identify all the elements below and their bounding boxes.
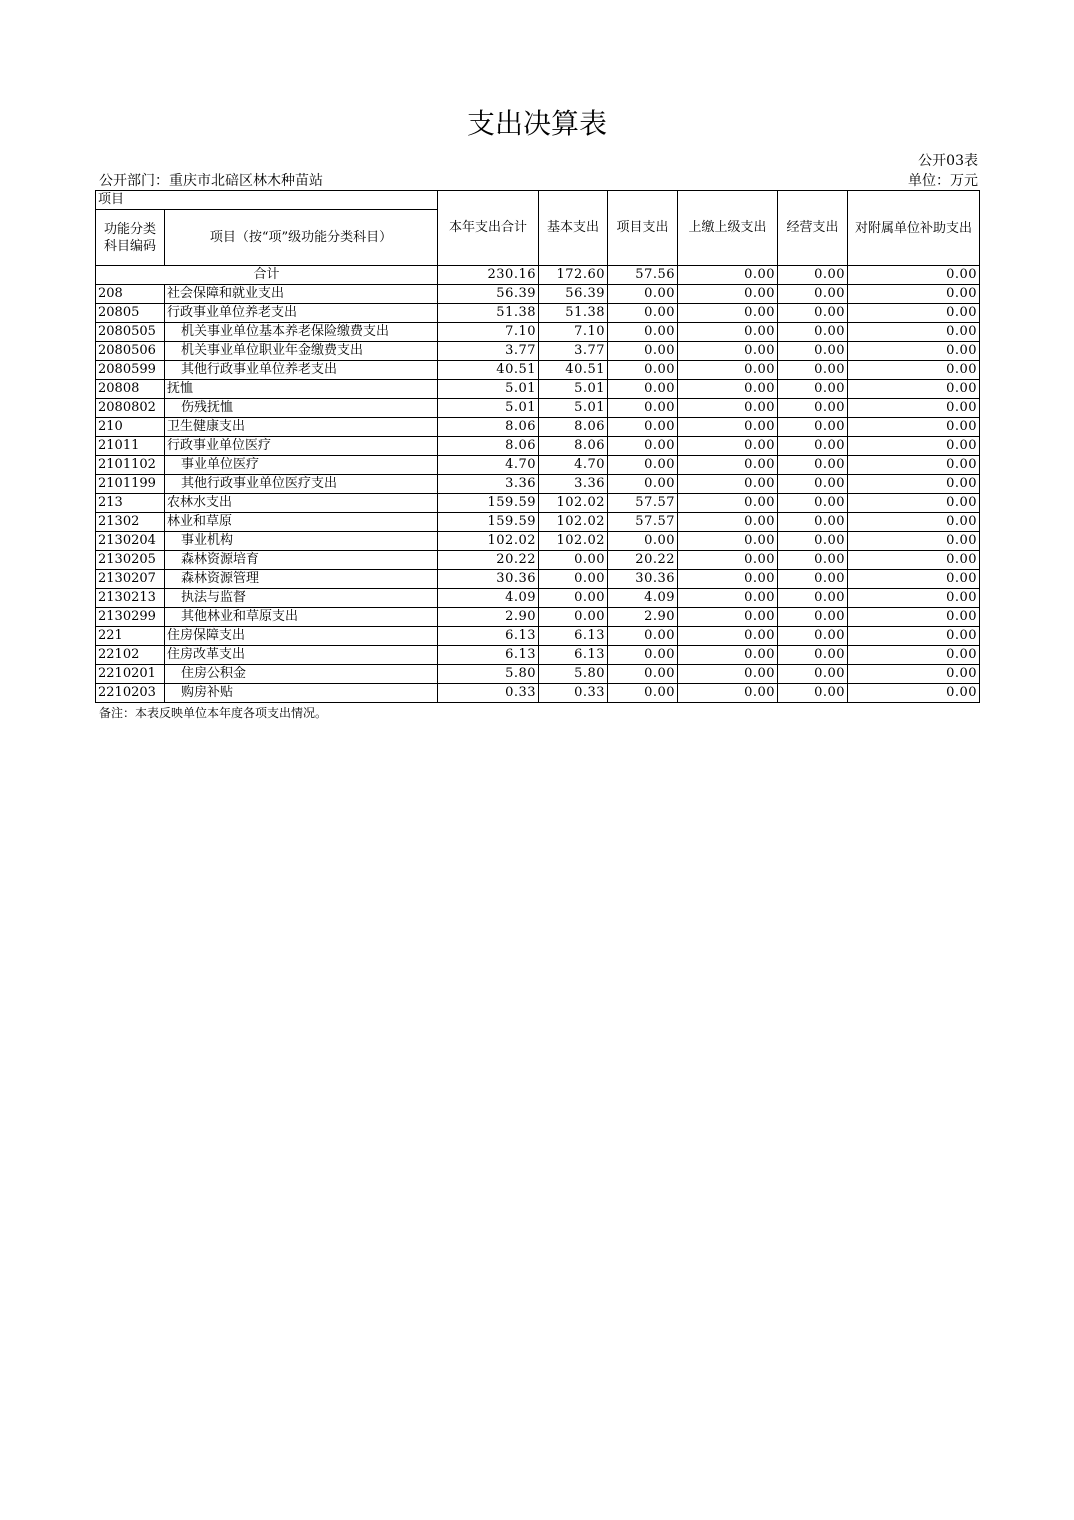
project-exp-cell: 0.00 [608, 684, 678, 703]
total-cell: 2.90 [438, 608, 539, 627]
project-exp-cell: 2.90 [608, 608, 678, 627]
project-exp-cell: 0.00 [608, 456, 678, 475]
project-exp-cell: 0.00 [608, 418, 678, 437]
project-exp-cell: 0.00 [608, 285, 678, 304]
header-subsidy: 对附属单位补助支出 [848, 191, 980, 266]
project-exp-cell: 0.00 [608, 380, 678, 399]
header-code: 功能分类科目编码 [96, 210, 165, 266]
upper-cell: 0.00 [678, 570, 778, 589]
expenditure-table [95, 190, 980, 703]
name-cell: 购房补贴 [165, 684, 438, 703]
total-cell: 0.33 [438, 684, 539, 703]
upper-cell: 0.00 [678, 456, 778, 475]
subsidy-cell: 0.00 [848, 418, 980, 437]
upper-cell: 0.00 [678, 646, 778, 665]
upper-cell: 0.00 [678, 665, 778, 684]
table-row [96, 323, 980, 342]
operating-cell: 0.00 [778, 494, 848, 513]
basic-cell: 0.00 [539, 570, 608, 589]
table-row [96, 285, 980, 304]
upper-cell: 0.00 [678, 532, 778, 551]
code-cell: 2101199 [96, 475, 165, 494]
operating-cell: 0.00 [778, 475, 848, 494]
project-exp-cell: 0.00 [608, 627, 678, 646]
total-cell: 230.16 [438, 266, 539, 285]
upper-cell: 0.00 [678, 361, 778, 380]
table-row [96, 532, 980, 551]
operating-cell: 0.00 [778, 665, 848, 684]
total-row [96, 266, 980, 285]
upper-cell: 0.00 [678, 551, 778, 570]
basic-cell: 6.13 [539, 627, 608, 646]
total-cell: 3.36 [438, 475, 539, 494]
name-cell: 事业机构 [165, 532, 438, 551]
total-cell: 159.59 [438, 513, 539, 532]
code-cell: 2080599 [96, 361, 165, 380]
name-cell: 其他行政事业单位养老支出 [165, 361, 438, 380]
name-cell: 林业和草原 [165, 513, 438, 532]
table-row [96, 380, 980, 399]
basic-cell: 0.00 [539, 551, 608, 570]
total-subsidy-cell: 0.00 [848, 266, 980, 285]
upper-cell: 0.00 [678, 475, 778, 494]
name-cell: 机关事业单位基本养老保险缴费支出 [165, 323, 438, 342]
table-row [96, 589, 980, 608]
upper-cell: 0.00 [678, 418, 778, 437]
project-exp-cell: 0.00 [608, 665, 678, 684]
upper-cell: 0.00 [678, 285, 778, 304]
operating-cell: 0.00 [778, 418, 848, 437]
operating-cell: 0.00 [778, 361, 848, 380]
operating-cell: 0.00 [778, 570, 848, 589]
table-row [96, 475, 980, 494]
page-title: 支出决算表 [466, 107, 607, 140]
basic-cell: 3.36 [539, 475, 608, 494]
subsidy-cell: 0.00 [848, 456, 980, 475]
code-cell: 22102 [96, 646, 165, 665]
total-cell: 4.70 [438, 456, 539, 475]
total-cell: 6.13 [438, 627, 539, 646]
upper-cell: 0.00 [678, 494, 778, 513]
operating-cell: 0.00 [778, 304, 848, 323]
code-cell: 221 [96, 627, 165, 646]
total-cell: 6.13 [438, 646, 539, 665]
subsidy-cell: 0.00 [848, 399, 980, 418]
operating-cell: 0.00 [778, 380, 848, 399]
total-cell: 8.06 [438, 437, 539, 456]
total-cell: 5.80 [438, 665, 539, 684]
header-basic: 基本支出 [539, 191, 608, 266]
table-row [96, 513, 980, 532]
basic-cell: 102.02 [539, 513, 608, 532]
name-cell: 住房保障支出 [165, 627, 438, 646]
basic-cell: 51.38 [539, 304, 608, 323]
header-name: 项目（按“项”级功能分类科目） [165, 210, 438, 266]
total-cell: 4.09 [438, 589, 539, 608]
operating-cell: 0.00 [778, 684, 848, 703]
project-exp-cell: 0.00 [608, 342, 678, 361]
project-exp-cell: 20.22 [608, 551, 678, 570]
operating-cell: 0.00 [778, 646, 848, 665]
subsidy-cell: 0.00 [848, 285, 980, 304]
upper-cell: 0.00 [678, 627, 778, 646]
total-operating-cell: 0.00 [778, 266, 848, 285]
total-cell: 3.77 [438, 342, 539, 361]
subsidy-cell: 0.00 [848, 665, 980, 684]
name-cell: 行政事业单位医疗 [165, 437, 438, 456]
total-cell: 7.10 [438, 323, 539, 342]
basic-cell: 0.33 [539, 684, 608, 703]
header-row-1 [96, 191, 980, 210]
table-row [96, 551, 980, 570]
basic-cell: 7.10 [539, 323, 608, 342]
project-exp-cell: 0.00 [608, 437, 678, 456]
project-exp-cell: 0.00 [608, 304, 678, 323]
upper-cell: 0.00 [678, 380, 778, 399]
code-cell: 20808 [96, 380, 165, 399]
name-cell: 其他林业和草原支出 [165, 608, 438, 627]
code-cell: 2130207 [96, 570, 165, 589]
header-total: 本年支出合计 [438, 191, 539, 266]
name-cell: 森林资源培育 [165, 551, 438, 570]
upper-cell: 0.00 [678, 513, 778, 532]
code-cell: 21302 [96, 513, 165, 532]
operating-cell: 0.00 [778, 285, 848, 304]
name-cell: 住房改革支出 [165, 646, 438, 665]
total-label: 合计 [96, 266, 438, 285]
operating-cell: 0.00 [778, 342, 848, 361]
header-project-expense: 项目支出 [608, 191, 678, 266]
name-cell: 森林资源管理 [165, 570, 438, 589]
operating-cell: 0.00 [778, 399, 848, 418]
table-row [96, 361, 980, 380]
code-cell: 2101102 [96, 456, 165, 475]
code-cell: 2080506 [96, 342, 165, 361]
upper-cell: 0.00 [678, 323, 778, 342]
basic-cell: 102.02 [539, 494, 608, 513]
total-cell: 51.38 [438, 304, 539, 323]
name-cell: 机关事业单位职业年金缴费支出 [165, 342, 438, 361]
table-row [96, 684, 980, 703]
table-row [96, 608, 980, 627]
table-row [96, 304, 980, 323]
operating-cell: 0.00 [778, 551, 848, 570]
basic-cell: 0.00 [539, 589, 608, 608]
code-cell: 2080802 [96, 399, 165, 418]
code-cell: 2210203 [96, 684, 165, 703]
subsidy-cell: 0.00 [848, 684, 980, 703]
code-cell: 2130204 [96, 532, 165, 551]
total-cell: 102.02 [438, 532, 539, 551]
upper-cell: 0.00 [678, 399, 778, 418]
code-cell: 210 [96, 418, 165, 437]
project-exp-cell: 0.00 [608, 399, 678, 418]
total-cell: 30.36 [438, 570, 539, 589]
table-row [96, 494, 980, 513]
upper-cell: 0.00 [678, 304, 778, 323]
subsidy-cell: 0.00 [848, 475, 980, 494]
basic-cell: 5.80 [539, 665, 608, 684]
name-cell: 行政事业单位养老支出 [165, 304, 438, 323]
subsidy-cell: 0.00 [848, 646, 980, 665]
operating-cell: 0.00 [778, 608, 848, 627]
header-operating: 经营支出 [778, 191, 848, 266]
code-cell: 21011 [96, 437, 165, 456]
basic-cell: 5.01 [539, 399, 608, 418]
table-row [96, 342, 980, 361]
basic-cell: 4.70 [539, 456, 608, 475]
name-cell: 社会保障和就业支出 [165, 285, 438, 304]
basic-cell: 56.39 [539, 285, 608, 304]
code-cell: 2130205 [96, 551, 165, 570]
total-cell: 56.39 [438, 285, 539, 304]
basic-cell: 40.51 [539, 361, 608, 380]
basic-cell: 8.06 [539, 418, 608, 437]
subsidy-cell: 0.00 [848, 608, 980, 627]
total-upper-cell: 0.00 [678, 266, 778, 285]
subsidy-cell: 0.00 [848, 437, 980, 456]
total-basic-cell: 172.60 [539, 266, 608, 285]
subsidy-cell: 0.00 [848, 513, 980, 532]
project-exp-cell: 0.00 [608, 646, 678, 665]
upper-cell: 0.00 [678, 437, 778, 456]
name-cell: 抚恤 [165, 380, 438, 399]
total-project-cell: 57.56 [608, 266, 678, 285]
project-exp-cell: 0.00 [608, 323, 678, 342]
project-exp-cell: 57.57 [608, 513, 678, 532]
operating-cell: 0.00 [778, 456, 848, 475]
total-cell: 5.01 [438, 380, 539, 399]
table-row [96, 665, 980, 684]
subsidy-cell: 0.00 [848, 570, 980, 589]
code-cell: 208 [96, 285, 165, 304]
subsidy-cell: 0.00 [848, 342, 980, 361]
table-row [96, 399, 980, 418]
operating-cell: 0.00 [778, 627, 848, 646]
name-cell: 执法与监督 [165, 589, 438, 608]
code-cell: 2080505 [96, 323, 165, 342]
operating-cell: 0.00 [778, 513, 848, 532]
unit-label: 单位：万元 [908, 173, 978, 189]
subsidy-cell: 0.00 [848, 589, 980, 608]
name-cell: 农林水支出 [165, 494, 438, 513]
upper-cell: 0.00 [678, 684, 778, 703]
footnote: 备注：本表反映单位本年度各项支出情况。 [99, 706, 328, 720]
subsidy-cell: 0.00 [848, 304, 980, 323]
basic-cell: 3.77 [539, 342, 608, 361]
basic-cell: 0.00 [539, 608, 608, 627]
operating-cell: 0.00 [778, 437, 848, 456]
total-cell: 40.51 [438, 361, 539, 380]
subsidy-cell: 0.00 [848, 532, 980, 551]
basic-cell: 102.02 [539, 532, 608, 551]
code-cell: 2130299 [96, 608, 165, 627]
name-cell: 事业单位医疗 [165, 456, 438, 475]
header-upper: 上缴上级支出 [678, 191, 778, 266]
subsidy-cell: 0.00 [848, 380, 980, 399]
name-cell: 其他行政事业单位医疗支出 [165, 475, 438, 494]
form-number: 公开03表 [918, 153, 978, 169]
table-row [96, 646, 980, 665]
subsidy-cell: 0.00 [848, 361, 980, 380]
table-row [96, 570, 980, 589]
table-row [96, 456, 980, 475]
basic-cell: 6.13 [539, 646, 608, 665]
upper-cell: 0.00 [678, 589, 778, 608]
operating-cell: 0.00 [778, 532, 848, 551]
subsidy-cell: 0.00 [848, 323, 980, 342]
subsidy-cell: 0.00 [848, 551, 980, 570]
operating-cell: 0.00 [778, 589, 848, 608]
name-cell: 卫生健康支出 [165, 418, 438, 437]
table-row [96, 418, 980, 437]
project-exp-cell: 30.36 [608, 570, 678, 589]
operating-cell: 0.00 [778, 323, 848, 342]
total-cell: 8.06 [438, 418, 539, 437]
code-cell: 213 [96, 494, 165, 513]
code-cell: 2210201 [96, 665, 165, 684]
name-cell: 住房公积金 [165, 665, 438, 684]
total-cell: 159.59 [438, 494, 539, 513]
code-cell: 2130213 [96, 589, 165, 608]
project-exp-cell: 0.00 [608, 361, 678, 380]
subsidy-cell: 0.00 [848, 627, 980, 646]
basic-cell: 5.01 [539, 380, 608, 399]
basic-cell: 8.06 [539, 437, 608, 456]
project-exp-cell: 4.09 [608, 589, 678, 608]
code-cell: 20805 [96, 304, 165, 323]
project-exp-cell: 0.00 [608, 532, 678, 551]
project-exp-cell: 57.57 [608, 494, 678, 513]
name-cell: 伤残抚恤 [165, 399, 438, 418]
table-row [96, 627, 980, 646]
total-cell: 20.22 [438, 551, 539, 570]
upper-cell: 0.00 [678, 608, 778, 627]
table-row [96, 437, 980, 456]
total-cell: 5.01 [438, 399, 539, 418]
header-project: 项目 [96, 191, 438, 210]
department-label: 公开部门：重庆市北碚区林木种苗站 [99, 173, 323, 189]
project-exp-cell: 0.00 [608, 475, 678, 494]
subsidy-cell: 0.00 [848, 494, 980, 513]
upper-cell: 0.00 [678, 342, 778, 361]
